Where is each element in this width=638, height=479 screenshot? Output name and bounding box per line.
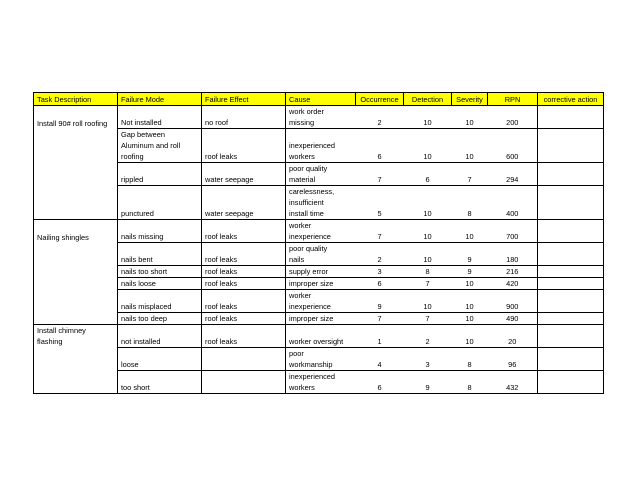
cell-detection[interactable]: 6 xyxy=(404,163,452,186)
cell-task-description[interactable] xyxy=(34,278,118,290)
cell-failure-mode[interactable]: too short xyxy=(118,370,202,393)
cell-severity[interactable]: 10 xyxy=(452,278,488,290)
cell-rpn[interactable]: 420 xyxy=(488,278,538,290)
cell-failure-effect[interactable]: roof leaks xyxy=(202,278,286,290)
table-row xyxy=(34,266,604,278)
cell-rpn[interactable]: 216 xyxy=(488,266,538,278)
cell-task-description[interactable] xyxy=(34,163,118,186)
cell-detection[interactable]: 3 xyxy=(404,347,452,370)
cell-detection[interactable]: 10 xyxy=(404,290,452,313)
table-row xyxy=(34,370,604,393)
cell-detection[interactable]: 10 xyxy=(404,129,452,163)
cell-rpn[interactable]: 600 xyxy=(488,129,538,163)
cell-failure-effect[interactable]: water seepage xyxy=(202,186,286,220)
cell-task-description[interactable] xyxy=(34,347,118,370)
cell-rpn[interactable]: 200 xyxy=(488,106,538,129)
cell-task-description[interactable] xyxy=(34,243,118,266)
header-rpn[interactable]: RPN xyxy=(488,93,538,106)
cell-detection[interactable]: 10 xyxy=(404,220,452,243)
cell-cause[interactable]: poor quality nails xyxy=(286,243,356,266)
cell-failure-effect[interactable] xyxy=(202,347,286,370)
header-severity[interactable]: Severity xyxy=(452,93,488,106)
cell-failure-mode[interactable]: nails too deep xyxy=(118,313,202,325)
header-cause[interactable]: Cause xyxy=(286,93,356,106)
cell-cause[interactable]: worker oversight xyxy=(286,325,356,348)
cell-occurrence[interactable]: 1 xyxy=(356,325,404,348)
header-corrective-action[interactable]: corrective action xyxy=(538,93,604,106)
cell-detection[interactable]: 7 xyxy=(404,313,452,325)
cell-occurrence[interactable]: 7 xyxy=(356,220,404,243)
cell-occurrence[interactable]: 9 xyxy=(356,290,404,313)
cell-severity[interactable]: 10 xyxy=(452,129,488,163)
cell-corrective-action[interactable] xyxy=(538,243,604,266)
cell-cause[interactable]: improper size xyxy=(286,278,356,290)
cell-task-description[interactable] xyxy=(34,129,118,163)
cell-occurrence[interactable]: 2 xyxy=(356,106,404,129)
cell-severity[interactable]: 10 xyxy=(452,313,488,325)
cell-detection[interactable]: 10 xyxy=(404,243,452,266)
cell-occurrence[interactable]: 4 xyxy=(356,347,404,370)
cell-occurrence[interactable]: 3 xyxy=(356,266,404,278)
cell-cause[interactable]: worker inexperience xyxy=(286,220,356,243)
cell-task-description[interactable]: Nailing shingles xyxy=(34,220,118,243)
cell-failure-mode[interactable]: nails missing xyxy=(118,220,202,243)
cell-detection[interactable]: 8 xyxy=(404,266,452,278)
cell-failure-effect[interactable]: roof leaks xyxy=(202,325,286,348)
cell-task-description[interactable]: Install 90# roll roofing xyxy=(34,106,118,129)
cell-occurrence[interactable]: 6 xyxy=(356,129,404,163)
cell-detection[interactable]: 10 xyxy=(404,186,452,220)
cell-rpn[interactable]: 180 xyxy=(488,243,538,266)
cell-rpn[interactable]: 294 xyxy=(488,163,538,186)
cell-detection[interactable]: 9 xyxy=(404,370,452,393)
header-row xyxy=(34,93,604,106)
cell-severity[interactable]: 10 xyxy=(452,220,488,243)
cell-failure-mode[interactable]: not installed xyxy=(118,325,202,348)
cell-failure-mode[interactable]: nails bent xyxy=(118,243,202,266)
cell-cause[interactable]: work order missing xyxy=(286,106,356,129)
table-row xyxy=(34,278,604,290)
cell-occurrence[interactable]: 7 xyxy=(356,313,404,325)
header-detection[interactable]: Detection xyxy=(404,93,452,106)
cell-failure-effect[interactable]: water seepage xyxy=(202,163,286,186)
cell-failure-effect[interactable]: roof leaks xyxy=(202,290,286,313)
cell-severity[interactable]: 10 xyxy=(452,290,488,313)
header-task-description[interactable]: Task Description xyxy=(34,93,118,106)
cell-failure-mode[interactable]: punctured xyxy=(118,186,202,220)
table-body xyxy=(34,106,604,394)
cell-corrective-action[interactable] xyxy=(538,220,604,243)
cell-corrective-action[interactable] xyxy=(538,106,604,129)
cell-cause[interactable]: poor quality material xyxy=(286,163,356,186)
table-row xyxy=(34,313,604,325)
cell-occurrence[interactable]: 7 xyxy=(356,163,404,186)
cell-corrective-action[interactable] xyxy=(538,278,604,290)
cell-failure-effect[interactable]: roof leaks xyxy=(202,220,286,243)
table-row xyxy=(34,129,604,163)
cell-rpn[interactable]: 900 xyxy=(488,290,538,313)
cell-rpn[interactable]: 96 xyxy=(488,347,538,370)
cell-failure-mode[interactable]: nails loose xyxy=(118,278,202,290)
cell-corrective-action[interactable] xyxy=(538,186,604,220)
cell-failure-mode[interactable]: rippled xyxy=(118,163,202,186)
table-row xyxy=(34,347,604,370)
cell-cause[interactable]: inexperienced workers xyxy=(286,370,356,393)
cell-cause[interactable]: supply error xyxy=(286,266,356,278)
table-row xyxy=(34,325,604,348)
cell-rpn[interactable]: 700 xyxy=(488,220,538,243)
cell-severity[interactable]: 9 xyxy=(452,266,488,278)
cell-failure-effect[interactable]: roof leaks xyxy=(202,243,286,266)
header-failure-effect[interactable]: Failure Effect xyxy=(202,93,286,106)
cell-rpn[interactable]: 490 xyxy=(488,313,538,325)
cell-corrective-action[interactable] xyxy=(538,290,604,313)
cell-corrective-action[interactable] xyxy=(538,266,604,278)
cell-rpn[interactable]: 432 xyxy=(488,370,538,393)
cell-corrective-action[interactable] xyxy=(538,347,604,370)
cell-corrective-action[interactable] xyxy=(538,163,604,186)
cell-task-description[interactable] xyxy=(34,186,118,220)
cell-occurrence[interactable]: 5 xyxy=(356,186,404,220)
cell-failure-effect[interactable] xyxy=(202,370,286,393)
cell-occurrence[interactable]: 6 xyxy=(356,370,404,393)
cell-corrective-action[interactable] xyxy=(538,129,604,163)
table-row xyxy=(34,163,604,186)
cell-severity[interactable]: 8 xyxy=(452,370,488,393)
cell-task-description[interactable]: Install chimney flashing xyxy=(34,325,118,348)
cell-severity[interactable]: 10 xyxy=(452,106,488,129)
cell-occurrence[interactable]: 6 xyxy=(356,278,404,290)
fmea-table xyxy=(33,92,604,394)
cell-severity[interactable]: 8 xyxy=(452,186,488,220)
cell-severity[interactable]: 7 xyxy=(452,163,488,186)
cell-failure-mode[interactable]: Gap between Aluminum and roll roofing xyxy=(118,129,202,163)
cell-detection[interactable]: 2 xyxy=(404,325,452,348)
table-row xyxy=(34,106,604,129)
cell-severity[interactable]: 8 xyxy=(452,347,488,370)
table-row xyxy=(34,186,604,220)
cell-task-description[interactable] xyxy=(34,290,118,313)
cell-failure-mode[interactable]: loose xyxy=(118,347,202,370)
cell-failure-effect[interactable]: roof leaks xyxy=(202,266,286,278)
cell-severity[interactable]: 10 xyxy=(452,325,488,348)
table-row xyxy=(34,220,604,243)
header-occurrence[interactable]: Occurrence xyxy=(356,93,404,106)
cell-cause[interactable]: inexperienced workers xyxy=(286,129,356,163)
cell-occurrence[interactable]: 2 xyxy=(356,243,404,266)
cell-severity[interactable]: 9 xyxy=(452,243,488,266)
table-row xyxy=(34,243,604,266)
cell-task-description[interactable] xyxy=(34,266,118,278)
cell-failure-mode[interactable]: nails misplaced xyxy=(118,290,202,313)
cell-cause[interactable]: improper size xyxy=(286,313,356,325)
cell-corrective-action[interactable] xyxy=(538,325,604,348)
cell-task-description[interactable] xyxy=(34,313,118,325)
cell-task-description[interactable] xyxy=(34,370,118,393)
cell-corrective-action[interactable] xyxy=(538,313,604,325)
cell-failure-effect[interactable]: no roof xyxy=(202,106,286,129)
cell-failure-effect[interactable]: roof leaks xyxy=(202,129,286,163)
cell-rpn[interactable]: 20 xyxy=(488,325,538,348)
cell-failure-mode[interactable]: nails too short xyxy=(118,266,202,278)
cell-failure-effect[interactable]: roof leaks xyxy=(202,313,286,325)
cell-cause[interactable]: worker inexperience xyxy=(286,290,356,313)
header-failure-mode[interactable]: Failure Mode xyxy=(118,93,202,106)
cell-detection[interactable]: 7 xyxy=(404,278,452,290)
cell-failure-mode[interactable]: Not installed xyxy=(118,106,202,129)
table-row xyxy=(34,290,604,313)
cell-cause[interactable]: carelessness, insufficient install time xyxy=(286,186,356,220)
cell-cause[interactable]: poor workmanship xyxy=(286,347,356,370)
cell-rpn[interactable]: 400 xyxy=(488,186,538,220)
cell-detection[interactable]: 10 xyxy=(404,106,452,129)
cell-corrective-action[interactable] xyxy=(538,370,604,393)
